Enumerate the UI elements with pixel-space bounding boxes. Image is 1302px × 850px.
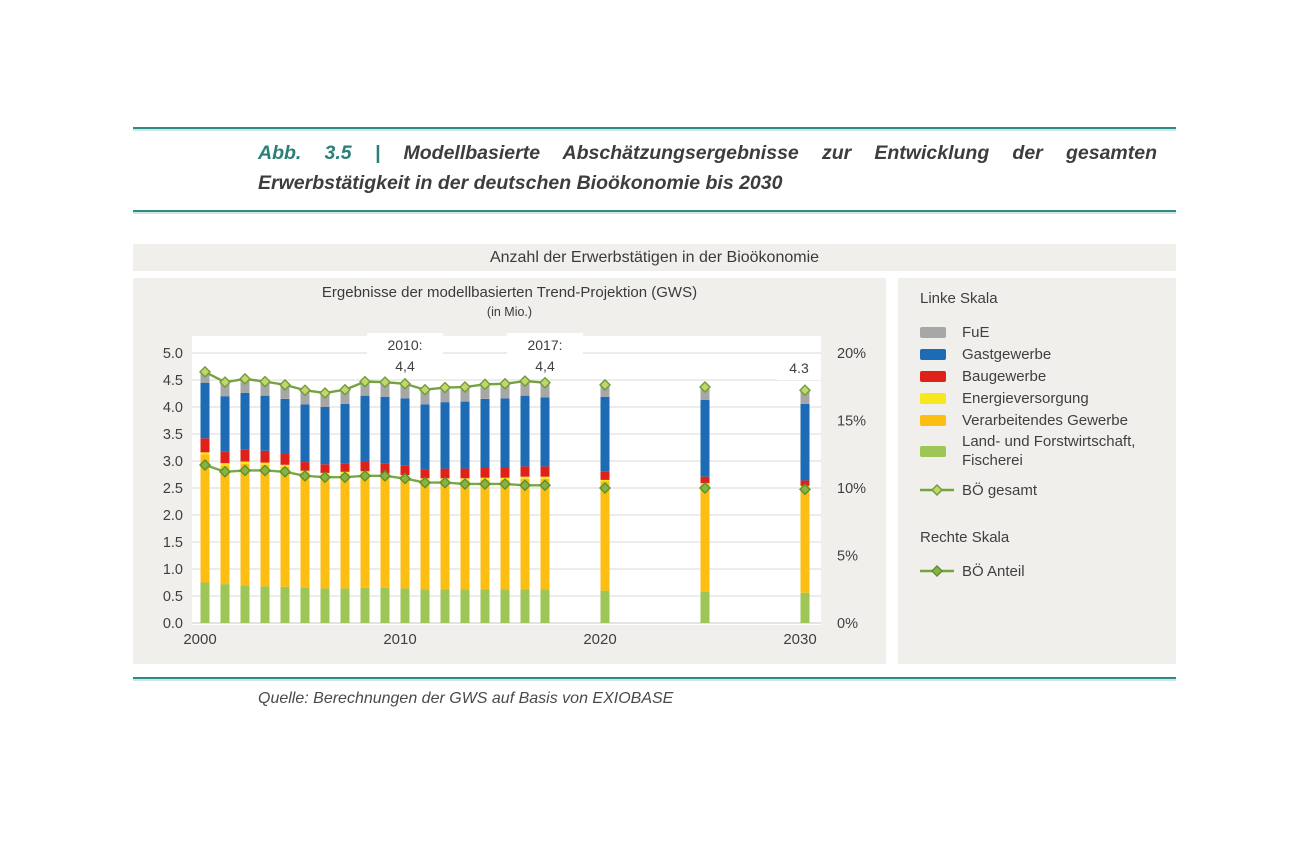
chart-title: Anzahl der Erwerbstätigen in der Bioökonomie [489, 248, 820, 266]
legend-item-label: BÖ Anteil [962, 562, 1025, 580]
bar-segment [261, 465, 270, 587]
chart-plot [133, 278, 886, 664]
legend-right-scale-title: Rechte Skala [920, 529, 1010, 546]
left-axis-tick: 2.0 [162, 508, 183, 524]
bar-segment [201, 455, 210, 583]
bar-segment [521, 479, 530, 590]
figure-caption-line2: Erwerbstätigkeit in der deutschen Bioökonomie bis 2030 [258, 172, 783, 194]
bar-segment [461, 480, 470, 589]
legend-item [920, 365, 1176, 387]
legend-left-items [920, 321, 1176, 501]
legend-item [920, 343, 1176, 365]
bar-segment [501, 590, 510, 623]
bar-segment [221, 463, 230, 465]
bar-segment [261, 463, 270, 465]
bar-segment [201, 452, 210, 454]
chart-legend [898, 278, 1176, 664]
bar-segment [401, 588, 410, 623]
bar-segment [801, 593, 810, 623]
chart-unit-note: (in Mio.) [486, 305, 533, 319]
bar-segment [521, 466, 530, 476]
figure-number: Abb. 3.5 [258, 142, 352, 164]
right-axis-tick: 15% [837, 413, 867, 430]
annotation-value: 4,4 [395, 358, 415, 374]
bar-segment [481, 468, 490, 478]
x-axis-tick: 2010 [383, 631, 417, 648]
bar-segment [281, 467, 290, 587]
bar-segment [541, 466, 550, 476]
legend-swatch [920, 327, 946, 338]
right-axis-tick: 0% [837, 616, 858, 632]
bar-segment [401, 477, 410, 588]
bar-segment [241, 450, 250, 462]
bar-segment [541, 477, 550, 479]
legend-item-label: Energieversorgung [962, 389, 1089, 407]
bar-segment [341, 588, 350, 623]
right-axis-tick: 5% [837, 548, 858, 565]
x-axis-tick: 2000 [183, 631, 217, 648]
bar-segment [481, 480, 490, 590]
right-axis-tick: 20% [837, 346, 867, 362]
bar-segment [261, 586, 270, 623]
bar-segment [241, 393, 250, 450]
bar-segment [261, 396, 270, 451]
bar-segment [521, 477, 530, 479]
annotation-label: 2010: [387, 337, 423, 353]
left-axis-tick: 5.0 [162, 346, 183, 362]
bar-segment [361, 473, 370, 587]
chart-subtitle: Ergebnisse der modellbasierten Trend-Projektion (GWS) [321, 284, 698, 301]
bar-segment [421, 404, 430, 469]
bar-segment [241, 462, 250, 464]
bar-segment [401, 398, 410, 465]
bar-segment [541, 590, 550, 623]
bar-segment [801, 487, 810, 592]
x-axis-tick: 2020 [583, 631, 617, 648]
left-axis-tick: 4.5 [162, 373, 183, 389]
legend-item-label: FuE [962, 323, 990, 341]
legend-line-marker-icon [920, 483, 954, 497]
left-axis-tick: 1.0 [162, 562, 183, 578]
legend-item-label: BÖ gesamt [962, 481, 1038, 499]
bar-segment [501, 467, 510, 477]
bar-segment [301, 404, 310, 462]
bar-segment [461, 590, 470, 623]
bar-segment [421, 480, 430, 589]
bar-segment [381, 588, 390, 623]
bar-segment [341, 404, 350, 463]
legend-item [920, 321, 1176, 343]
left-axis-tick: 3.0 [162, 454, 183, 470]
bar-segment [241, 585, 250, 623]
bar-segment [501, 398, 510, 467]
bottom-rule [133, 677, 1176, 679]
right-axis-tick: 10% [837, 481, 867, 497]
left-axis-tick: 4.0 [162, 400, 183, 416]
caption-separator: | [374, 142, 381, 164]
bar-segment [341, 463, 350, 472]
legend-item-label: Verarbeitendes Gewerbe [962, 411, 1128, 429]
annotation-value: 4.3 [789, 360, 809, 376]
legend-item [920, 431, 1176, 471]
bar-segment [441, 590, 450, 623]
legend-item-label: Baugewerbe [962, 367, 1047, 385]
legend-item [920, 387, 1176, 409]
bar-segment [301, 473, 310, 587]
annotation-value: 4,4 [535, 358, 555, 374]
bar-segment [361, 462, 370, 472]
legend-swatch [920, 393, 946, 404]
chart-title-band [133, 244, 1176, 271]
left-axis-tick: 3.5 [162, 427, 183, 443]
bar-segment [541, 397, 550, 466]
bar-segment [601, 397, 610, 472]
bar-segment [221, 396, 230, 451]
chart-panel [133, 278, 886, 664]
legend-item [920, 560, 1176, 582]
bar-segment [701, 485, 710, 592]
figure-caption [258, 138, 1157, 198]
legend-swatch [920, 415, 946, 426]
top-rule [133, 127, 1176, 129]
bar-segment [601, 471, 610, 480]
bar-segment [381, 397, 390, 464]
legend-swatch [920, 371, 946, 382]
bar-segment [601, 482, 610, 591]
bar-segment [201, 438, 210, 452]
bar-segment [461, 402, 470, 469]
bar-segment [341, 474, 350, 588]
bar-segment [321, 475, 330, 588]
figure-caption-text: Modellbasierte Abschätzungsergebnisse zur Entwicklung der gesamten [403, 142, 1158, 164]
bar-segment [201, 583, 210, 624]
bar-segment [221, 584, 230, 623]
bar-segment [701, 592, 710, 623]
bar-segment [521, 396, 530, 467]
legend-swatch [920, 349, 946, 360]
left-axis-tick: 2.5 [162, 481, 183, 497]
bar-segment [321, 588, 330, 623]
left-axis-tick: 0.0 [162, 616, 183, 632]
legend-item-label: Land- und Forstwirtschaft, Fischerei [962, 433, 1136, 469]
x-axis-tick: 2030 [783, 631, 817, 648]
legend-right-items [920, 560, 1176, 582]
bar-segment [481, 399, 490, 468]
bar-segment [241, 464, 250, 586]
legend-item [920, 409, 1176, 431]
bar-segment [221, 451, 230, 463]
bar-segment [421, 590, 430, 623]
legend-left-scale-title: Linke Skala [920, 290, 998, 307]
legend-line-marker-icon [920, 564, 954, 578]
bar-segment [261, 451, 270, 463]
bar-segment [361, 588, 370, 623]
bar-segment [381, 476, 390, 588]
bar-segment [441, 402, 450, 468]
caption-rule [133, 210, 1176, 212]
figure-caption-line1 [258, 138, 1157, 168]
bar-segment [541, 479, 550, 590]
bar-segment [701, 400, 710, 477]
bar-segment [361, 396, 370, 462]
bar-segment [801, 404, 810, 481]
bar-segment [461, 469, 470, 479]
left-axis-tick: 1.5 [162, 535, 183, 551]
bar-segment [281, 587, 290, 623]
bar-segment [441, 480, 450, 589]
bar-segment [601, 591, 610, 623]
bar-segment [301, 462, 310, 471]
bar-segment [601, 480, 610, 482]
bar-segment [281, 399, 290, 454]
legend-item-label: Gastgewerbe [962, 345, 1052, 363]
legend-swatch [920, 446, 946, 457]
bar-segment [521, 590, 530, 623]
bar-segment [321, 407, 330, 464]
annotation-label: 2017: [527, 337, 563, 353]
bar-segment [501, 480, 510, 590]
legend-item [920, 479, 1176, 501]
bar-segment [201, 383, 210, 439]
left-axis-tick: 0.5 [162, 589, 183, 605]
bar-segment [301, 587, 310, 623]
source-note: Quelle: Berechnungen der GWS auf Basis von EXIOBASE [258, 690, 674, 707]
bar-segment [481, 590, 490, 623]
bar-segment [221, 465, 230, 584]
bar-segment [281, 454, 290, 465]
